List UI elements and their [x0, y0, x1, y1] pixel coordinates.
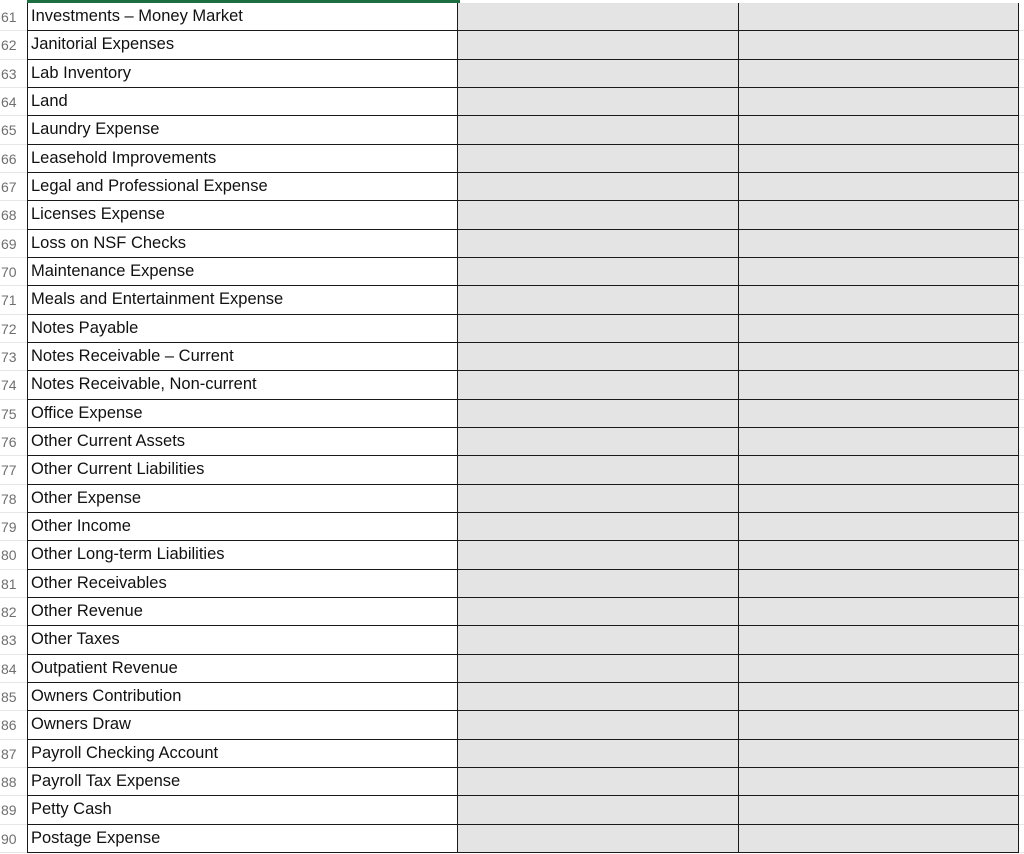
empty-cell[interactable] — [1019, 230, 1024, 258]
row-header[interactable]: 79 — [0, 513, 27, 541]
table-row — [0, 485, 1024, 513]
empty-cell[interactable] — [1019, 31, 1024, 59]
empty-cell[interactable] — [1019, 400, 1024, 428]
input-cell[interactable] — [458, 541, 739, 569]
input-cell[interactable] — [458, 796, 739, 824]
row-header[interactable]: 66 — [0, 145, 27, 173]
input-cell[interactable] — [458, 173, 739, 201]
row-header[interactable]: 68 — [0, 201, 27, 229]
account-name-cell[interactable]: Legal and Professional Expense — [27, 173, 458, 201]
input-cell[interactable] — [739, 796, 1019, 824]
table-row — [0, 456, 1024, 484]
table-row — [0, 116, 1024, 144]
row-header[interactable]: 69 — [0, 230, 27, 258]
table-row — [0, 598, 1024, 626]
empty-cell[interactable] — [1019, 513, 1024, 541]
input-cell[interactable] — [739, 598, 1019, 626]
input-cell[interactable] — [739, 485, 1019, 513]
row-header[interactable]: 61 — [0, 3, 27, 31]
table-row — [0, 428, 1024, 456]
input-cell[interactable] — [458, 768, 739, 796]
account-name-cell[interactable]: Office Expense — [27, 400, 458, 428]
input-cell[interactable] — [739, 683, 1019, 711]
empty-cell[interactable] — [1019, 541, 1024, 569]
empty-cell[interactable] — [1019, 201, 1024, 229]
input-cell[interactable] — [739, 173, 1019, 201]
input-cell[interactable] — [739, 655, 1019, 683]
account-name-cell[interactable]: Janitorial Expenses — [27, 31, 458, 59]
account-name-cell[interactable]: Licenses Expense — [27, 201, 458, 229]
input-cell[interactable] — [458, 230, 739, 258]
table-row — [0, 201, 1024, 229]
empty-cell[interactable] — [1019, 371, 1024, 399]
row-header[interactable]: 83 — [0, 626, 27, 654]
empty-cell[interactable] — [1019, 655, 1024, 683]
row-header[interactable]: 87 — [0, 740, 27, 768]
account-name-cell[interactable]: Outpatient Revenue — [27, 655, 458, 683]
input-cell[interactable] — [739, 428, 1019, 456]
input-cell[interactable] — [458, 145, 739, 173]
input-cell[interactable] — [458, 60, 739, 88]
empty-cell[interactable] — [1019, 626, 1024, 654]
input-cell[interactable] — [458, 570, 739, 598]
account-name-cell[interactable]: Payroll Tax Expense — [27, 768, 458, 796]
input-cell[interactable] — [458, 626, 739, 654]
account-name-cell[interactable]: Other Receivables — [27, 570, 458, 598]
input-cell[interactable] — [739, 456, 1019, 484]
input-cell[interactable] — [458, 258, 739, 286]
input-cell[interactable] — [739, 343, 1019, 371]
row-header[interactable]: 82 — [0, 598, 27, 626]
input-cell[interactable] — [739, 626, 1019, 654]
input-cell[interactable] — [458, 371, 739, 399]
input-cell[interactable] — [458, 683, 739, 711]
sheet-rows — [0, 3, 1024, 853]
account-name-cell[interactable]: Meals and Entertainment Expense — [27, 286, 458, 314]
table-row — [0, 230, 1024, 258]
empty-cell[interactable] — [1019, 315, 1024, 343]
empty-cell[interactable] — [1019, 456, 1024, 484]
account-name-cell[interactable]: Petty Cash — [27, 796, 458, 824]
row-header[interactable]: 74 — [0, 371, 27, 399]
account-name-cell[interactable]: Land — [27, 88, 458, 116]
input-cell[interactable] — [739, 541, 1019, 569]
account-name-cell[interactable]: Loss on NSF Checks — [27, 230, 458, 258]
input-cell[interactable] — [458, 655, 739, 683]
input-cell[interactable] — [458, 201, 739, 229]
input-cell[interactable] — [739, 711, 1019, 739]
input-cell[interactable] — [739, 31, 1019, 59]
account-name-cell[interactable]: Laundry Expense — [27, 116, 458, 144]
table-row — [0, 371, 1024, 399]
account-name-cell[interactable]: Notes Payable — [27, 315, 458, 343]
table-row — [0, 400, 1024, 428]
input-cell[interactable] — [458, 286, 739, 314]
input-cell[interactable] — [739, 768, 1019, 796]
input-cell[interactable] — [458, 598, 739, 626]
row-header[interactable]: 67 — [0, 173, 27, 201]
account-name-cell[interactable]: Other Expense — [27, 485, 458, 513]
row-header[interactable]: 90 — [0, 825, 27, 853]
row-header[interactable]: 70 — [0, 258, 27, 286]
account-name-cell[interactable]: Owners Draw — [27, 711, 458, 739]
input-cell[interactable] — [458, 31, 739, 59]
table-row — [0, 541, 1024, 569]
input-cell[interactable] — [739, 286, 1019, 314]
input-cell[interactable] — [739, 201, 1019, 229]
input-cell[interactable] — [739, 88, 1019, 116]
account-name-cell[interactable]: Notes Receivable – Current — [27, 343, 458, 371]
table-row — [0, 513, 1024, 541]
input-cell[interactable] — [458, 428, 739, 456]
empty-cell[interactable] — [1019, 88, 1024, 116]
row-header[interactable]: 73 — [0, 343, 27, 371]
account-name-cell[interactable]: Postage Expense — [27, 825, 458, 853]
input-cell[interactable] — [739, 145, 1019, 173]
input-cell[interactable] — [739, 60, 1019, 88]
table-row — [0, 570, 1024, 598]
row-header[interactable]: 80 — [0, 541, 27, 569]
row-header[interactable]: 76 — [0, 428, 27, 456]
empty-cell[interactable] — [1019, 598, 1024, 626]
input-cell[interactable] — [739, 315, 1019, 343]
table-row — [0, 173, 1024, 201]
empty-cell[interactable] — [1019, 428, 1024, 456]
row-header[interactable]: 84 — [0, 655, 27, 683]
account-name-cell[interactable]: Other Current Liabilities — [27, 456, 458, 484]
row-header[interactable]: 77 — [0, 456, 27, 484]
input-cell[interactable] — [458, 343, 739, 371]
input-cell[interactable] — [458, 88, 739, 116]
table-row — [0, 31, 1024, 59]
account-name-cell[interactable]: Lab Inventory — [27, 60, 458, 88]
account-name-cell[interactable]: Other Current Assets — [27, 428, 458, 456]
input-cell[interactable] — [739, 570, 1019, 598]
table-row — [0, 768, 1024, 796]
empty-cell[interactable] — [1019, 258, 1024, 286]
table-row — [0, 3, 1024, 31]
input-cell[interactable] — [739, 400, 1019, 428]
empty-cell[interactable] — [1019, 116, 1024, 144]
input-cell[interactable] — [458, 456, 739, 484]
row-header[interactable]: 86 — [0, 711, 27, 739]
account-name-cell[interactable]: Leasehold Improvements — [27, 145, 458, 173]
empty-cell[interactable] — [1019, 570, 1024, 598]
table-row — [0, 343, 1024, 371]
input-cell[interactable] — [458, 485, 739, 513]
empty-cell[interactable] — [1019, 683, 1024, 711]
input-cell[interactable] — [739, 513, 1019, 541]
table-row — [0, 655, 1024, 683]
row-header[interactable]: 88 — [0, 768, 27, 796]
row-header[interactable]: 64 — [0, 88, 27, 116]
input-cell[interactable] — [739, 740, 1019, 768]
table-row — [0, 145, 1024, 173]
table-row — [0, 626, 1024, 654]
empty-cell[interactable] — [1019, 768, 1024, 796]
input-cell[interactable] — [739, 371, 1019, 399]
row-header[interactable]: 85 — [0, 683, 27, 711]
row-header[interactable]: 63 — [0, 60, 27, 88]
empty-cell[interactable] — [1019, 286, 1024, 314]
input-cell[interactable] — [458, 315, 739, 343]
empty-cell[interactable] — [1019, 485, 1024, 513]
account-name-cell[interactable]: Notes Receivable, Non-current — [27, 371, 458, 399]
table-row — [0, 825, 1024, 853]
row-header[interactable]: 71 — [0, 286, 27, 314]
empty-cell[interactable] — [1019, 711, 1024, 739]
input-cell[interactable] — [739, 825, 1019, 853]
account-name-cell[interactable]: Owners Contribution — [27, 683, 458, 711]
account-name-cell[interactable]: Payroll Checking Account — [27, 740, 458, 768]
input-cell[interactable] — [458, 513, 739, 541]
row-header[interactable]: 78 — [0, 485, 27, 513]
input-cell[interactable] — [739, 230, 1019, 258]
empty-cell[interactable] — [1019, 3, 1024, 31]
table-row — [0, 740, 1024, 768]
table-row — [0, 88, 1024, 116]
input-cell[interactable] — [739, 258, 1019, 286]
table-row — [0, 258, 1024, 286]
empty-cell[interactable] — [1019, 173, 1024, 201]
empty-cell[interactable] — [1019, 343, 1024, 371]
row-header[interactable]: 72 — [0, 315, 27, 343]
input-cell[interactable] — [739, 116, 1019, 144]
account-name-cell[interactable]: Other Revenue — [27, 598, 458, 626]
input-cell[interactable] — [458, 740, 739, 768]
input-cell[interactable] — [458, 3, 739, 31]
table-row — [0, 315, 1024, 343]
table-row — [0, 683, 1024, 711]
table-row — [0, 711, 1024, 739]
account-name-cell[interactable]: Investments – Money Market — [27, 3, 458, 31]
account-name-cell[interactable]: Maintenance Expense — [27, 258, 458, 286]
row-header[interactable]: 81 — [0, 570, 27, 598]
empty-cell[interactable] — [1019, 145, 1024, 173]
row-header[interactable]: 62 — [0, 31, 27, 59]
row-header[interactable]: 65 — [0, 116, 27, 144]
input-cell[interactable] — [739, 3, 1019, 31]
row-header[interactable]: 89 — [0, 796, 27, 824]
account-name-cell[interactable]: Other Long-term Liabilities — [27, 541, 458, 569]
empty-cell[interactable] — [1019, 796, 1024, 824]
input-cell[interactable] — [458, 711, 739, 739]
table-row — [0, 796, 1024, 824]
account-name-cell[interactable]: Other Taxes — [27, 626, 458, 654]
table-row — [0, 60, 1024, 88]
row-header[interactable]: 75 — [0, 400, 27, 428]
input-cell[interactable] — [458, 825, 739, 853]
input-cell[interactable] — [458, 116, 739, 144]
empty-cell[interactable] — [1019, 60, 1024, 88]
empty-cell[interactable] — [1019, 825, 1024, 853]
account-name-cell[interactable]: Other Income — [27, 513, 458, 541]
table-row — [0, 286, 1024, 314]
empty-cell[interactable] — [1019, 740, 1024, 768]
input-cell[interactable] — [458, 400, 739, 428]
